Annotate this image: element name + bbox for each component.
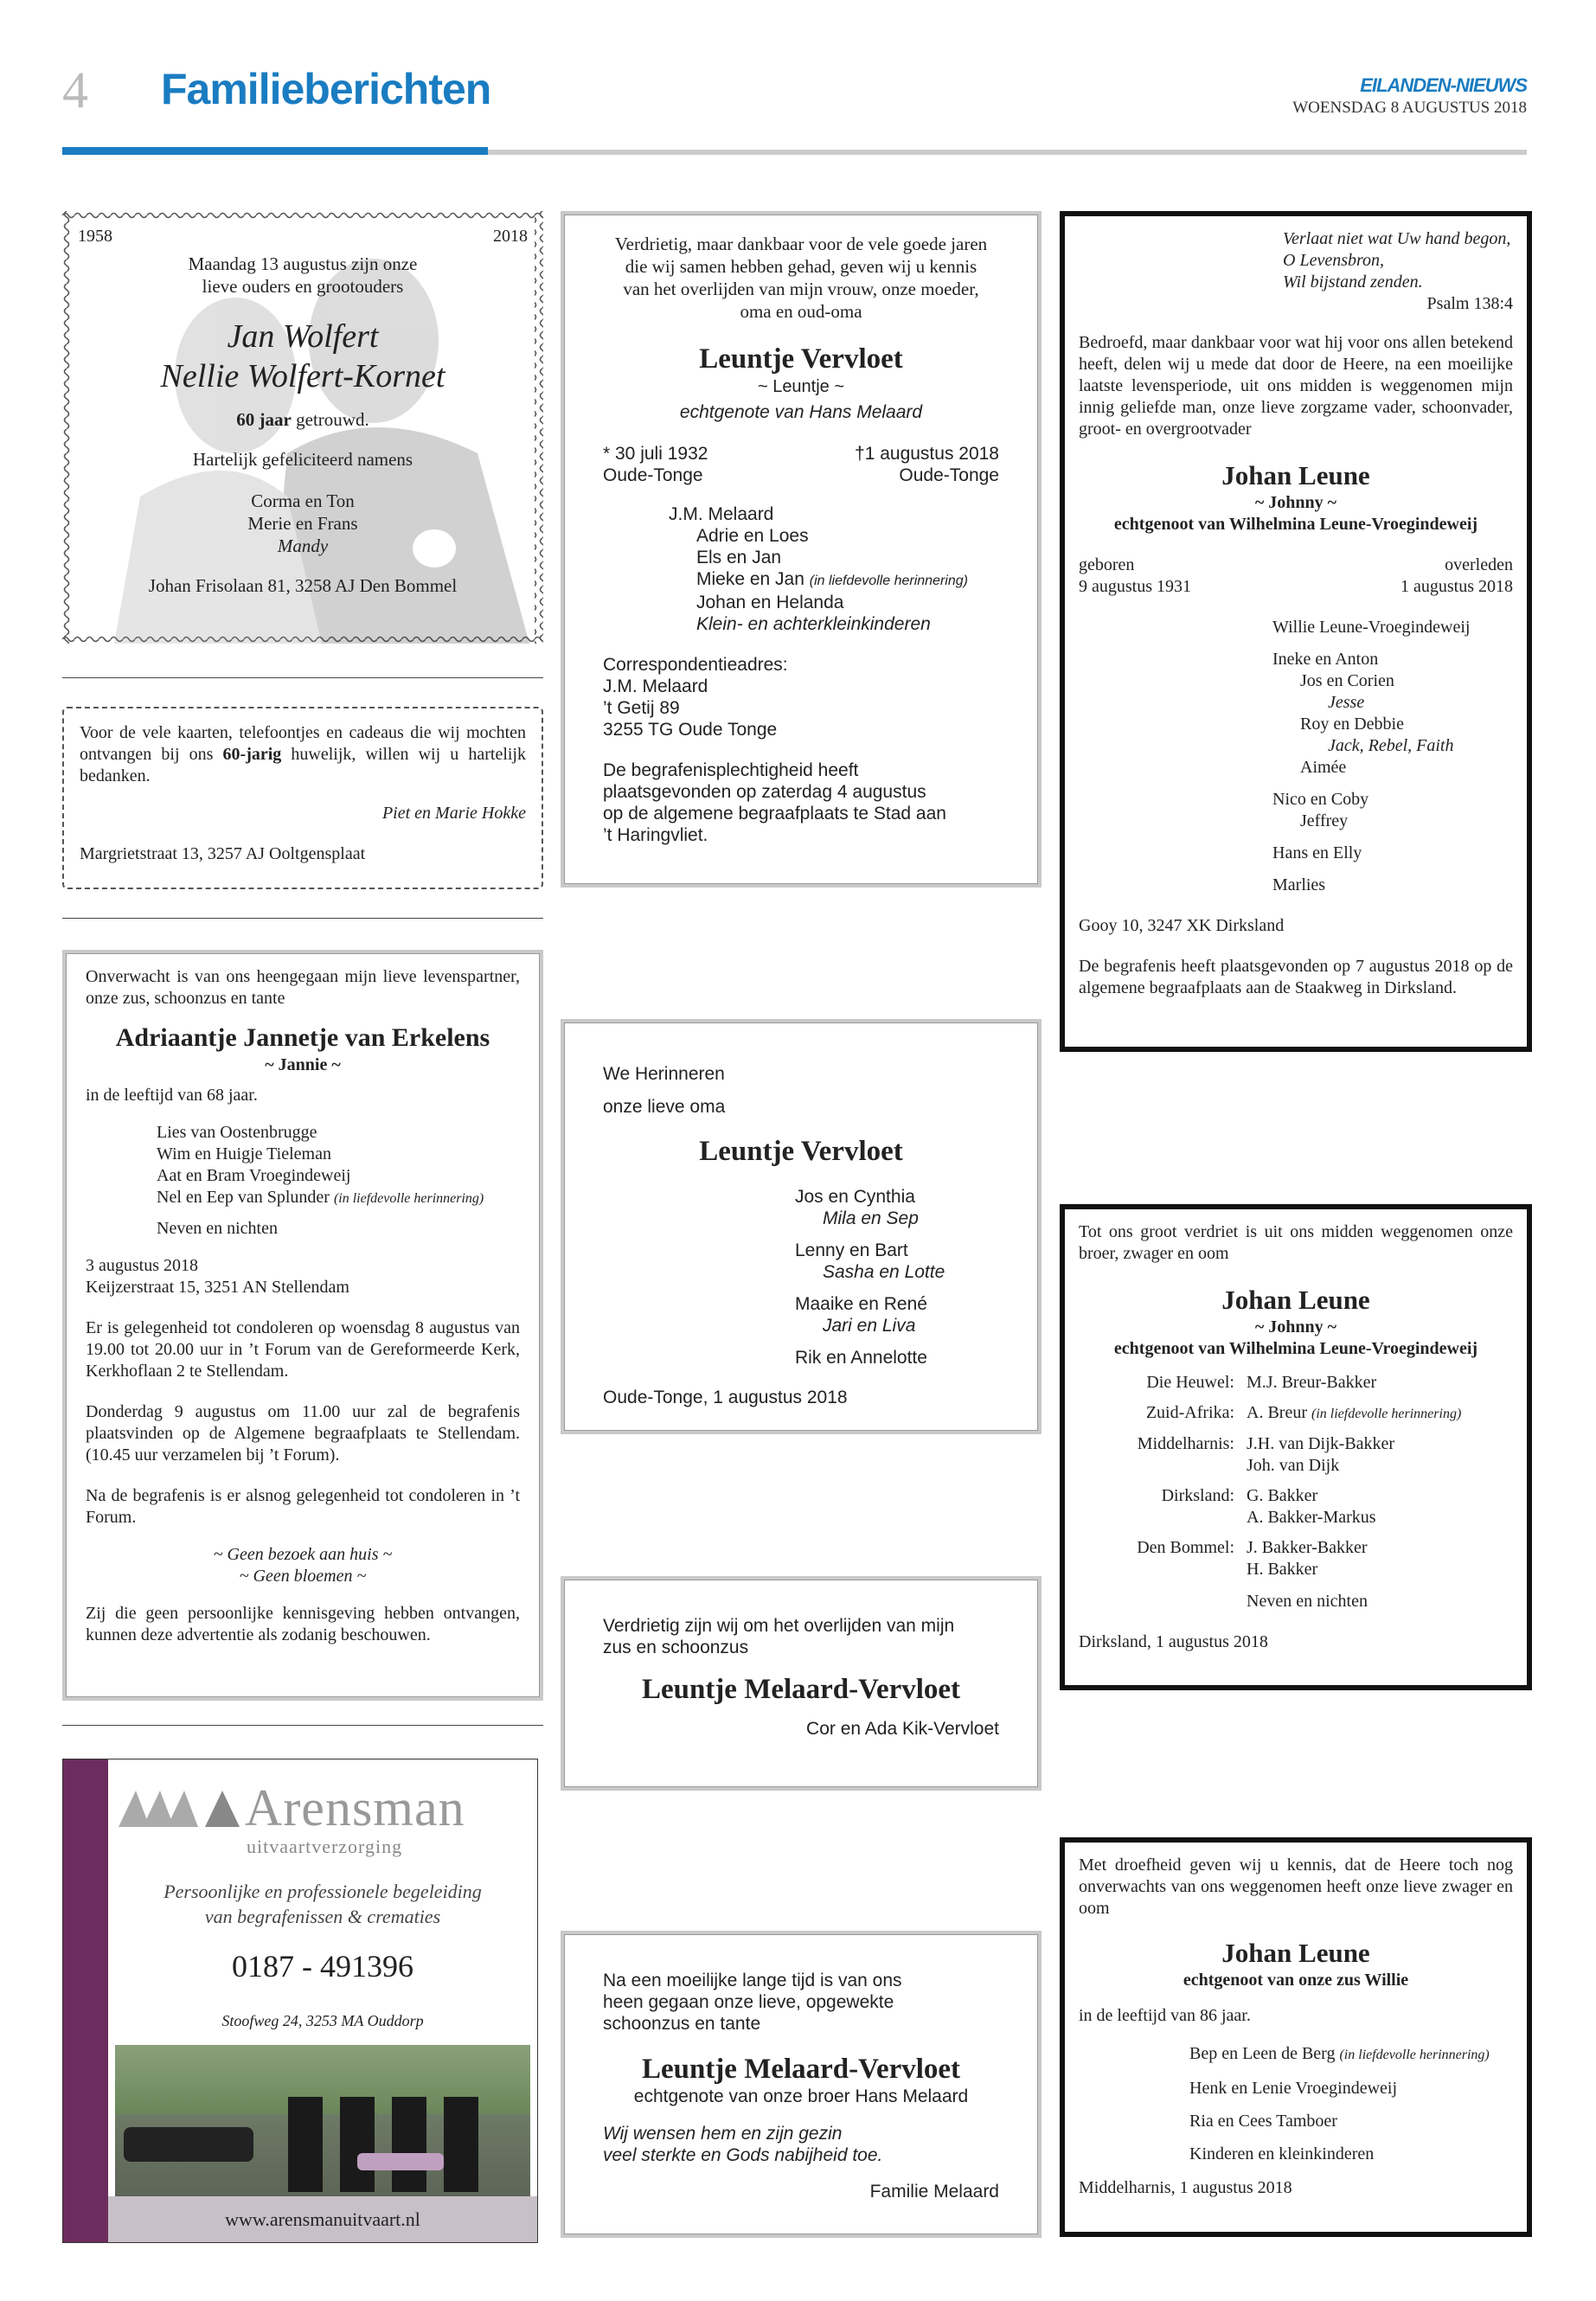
place-label: Die Heuwel: bbox=[1146, 1373, 1234, 1392]
wish-line: Wij wensen hem en zijn gezin bbox=[603, 2124, 843, 2144]
melaard-ad-1 bbox=[561, 1576, 1042, 1791]
verse-line: Wil bijstand zenden. bbox=[1283, 272, 1423, 292]
address-line: ’t Getij 89 bbox=[603, 698, 680, 718]
divider bbox=[62, 1725, 543, 1726]
family-line: J.H. van Dijk-Bakker bbox=[1247, 1434, 1395, 1453]
deceased-name: Johan Leune bbox=[1221, 1285, 1370, 1315]
family-line: A. Breur bbox=[1247, 1403, 1307, 1422]
family-line: Wim en Huigje Tieleman bbox=[157, 1144, 331, 1163]
psalm-ref: Psalm 138:4 bbox=[1426, 294, 1513, 313]
married-label: getrouwd. bbox=[291, 409, 369, 430]
died-date: †1 augustus 2018 bbox=[855, 444, 999, 464]
intro: Met droefheid geven wij u kennis, dat de Heere toch nog onverwachts van ons weggenomen heeft onze lieve zwager en oom bbox=[1079, 1856, 1513, 1918]
born-date: * 30 juli 1932 bbox=[603, 444, 708, 464]
erkelens-ad bbox=[62, 950, 543, 1701]
deceased-name: Leuntje Melaard-Vervloet bbox=[641, 2054, 961, 2085]
family-line: Nico en Coby bbox=[1272, 790, 1369, 809]
phone: 0187 - 491396 bbox=[232, 1949, 413, 1984]
family-line: Jos en Corien bbox=[1300, 671, 1394, 690]
years-married: 60 jaar bbox=[236, 409, 292, 430]
family-line: Jos en Cynthia bbox=[795, 1187, 915, 1207]
date: 3 augustus 2018 bbox=[86, 1256, 198, 1275]
header-bar-accent bbox=[62, 147, 488, 155]
paragraph: Donderdag 9 augustus om 11.00 uur zal de begrafenis plaatsvinden op de Algemene begraafplaats te Stellendam. (10.45 uur verzamelen bij ’t Forum). bbox=[86, 1402, 520, 1465]
year-end: 2018 bbox=[493, 227, 528, 246]
signed: Piet en Marie Hokke bbox=[381, 804, 526, 823]
intro: Verdrietig, maar dankbaar voor de vele goede jaren die wij samen hebben gehad, geven wij u kennis van het overlijden van mijn vrouw, onze moeder, oma en oud-oma bbox=[614, 234, 988, 322]
memory-note: (in liefdevolle herinnering) bbox=[1311, 1407, 1462, 1421]
tagline: Persoonlijke en professionele begeleiding bbox=[163, 1881, 482, 1902]
deceased-name: Leuntje Melaard-Vervloet bbox=[641, 1674, 961, 1705]
brand-sub: uitvaartverzorging bbox=[247, 1836, 403, 1857]
family-line: Jari en Liva bbox=[823, 1316, 916, 1336]
age: in de leeftijd van 68 jaar. bbox=[86, 1086, 258, 1105]
paragraph: Na de begrafenis is er alsnog gelegenheid tot condoleren in ’t Forum. bbox=[86, 1486, 520, 1527]
family-table bbox=[1079, 1372, 1513, 1612]
family-line: Nel en Eep van Splunder bbox=[157, 1188, 330, 1207]
memory-note: (in liefdevolle herinnering) bbox=[809, 574, 968, 588]
address: Stoofweg 24, 3253 MA Ouddorp bbox=[221, 2012, 424, 2029]
family-line: J. Bakker-Bakker bbox=[1247, 1538, 1368, 1557]
family-line: Henk en Lenie Vroegindeweij bbox=[1189, 2079, 1398, 2098]
arensman-ad bbox=[62, 1759, 538, 2243]
correspondence-label: Correspondentieadres: bbox=[603, 655, 788, 675]
funeral-info: De begrafenis heeft plaatsgevonden op 7 augustus 2018 op de algemene begraafplaats aan de Staakweg in Dirksland. bbox=[1079, 957, 1513, 997]
nickname: ~ Johnny ~ bbox=[1254, 493, 1337, 512]
arensman-logo-icon bbox=[119, 1784, 248, 1832]
family-line: H. Bakker bbox=[1247, 1560, 1318, 1579]
family-line: Bep en Leen de Berg bbox=[1189, 2044, 1336, 2063]
family-line: Mandy bbox=[277, 535, 329, 556]
place-date: Middelharnis, 1 augustus 2018 bbox=[1079, 2178, 1292, 2197]
died-label: overleden bbox=[1445, 555, 1513, 574]
family-line: Lenny en Bart bbox=[795, 1240, 908, 1260]
signed: Familie Melaard bbox=[869, 2182, 999, 2202]
couple-name-1: Jan Wolfert bbox=[227, 318, 379, 355]
family-line: Mieke en Jan bbox=[696, 569, 804, 589]
quote-line: ~ Geen bloemen ~ bbox=[239, 1567, 367, 1586]
family-line: Hans en Elly bbox=[1272, 843, 1362, 862]
family-line: G. Bakker bbox=[1247, 1486, 1318, 1505]
wish-line: veel sterkte en Gods nabijheid toe. bbox=[603, 2145, 883, 2165]
thanks-text: huwelijk, willen wij u hartelijk bedanken. bbox=[80, 745, 526, 785]
deceased-name: Johan Leune bbox=[1221, 460, 1370, 490]
family-line: Els en Jan bbox=[696, 548, 782, 567]
paragraph: Zij die geen persoonlijke kennisgeving hebben ontvangen, kunnen deze advertentie als zodanig beschouwen. bbox=[86, 1604, 520, 1644]
intro: Bedroefd, maar dankbaar voor wat hij voor ons allen betekend heeft, delen wij u mede dat door de Heere, na een moeilijke laatste levensperiode, uit ons midden is weggenomen mijn innig geliefde man, onze lieve zorgzame vader, schoonvader, groot- en overgrootvader bbox=[1079, 333, 1513, 439]
family-line: Corma en Ton bbox=[251, 490, 355, 511]
anniversary-ad bbox=[78, 225, 528, 597]
family-line: Jeffrey bbox=[1300, 811, 1349, 830]
address: Margrietstraat 13, 3257 AJ Ooltgensplaat bbox=[80, 844, 366, 863]
born-date: 9 augustus 1931 bbox=[1079, 577, 1191, 596]
memory-note: (in liefdevolle herinnering) bbox=[333, 1191, 484, 1206]
address: Gooy 10, 3247 XK Dirksland bbox=[1079, 916, 1285, 935]
family-line: Maaike en René bbox=[795, 1294, 927, 1314]
verse-line: Verlaat niet wat Uw hand begon, bbox=[1283, 229, 1511, 248]
divider bbox=[62, 677, 543, 678]
family-line: Adrie en Loes bbox=[696, 526, 809, 546]
spouse: echtgenoot van Wilhelmina Leune-Vroegindeweij bbox=[1113, 515, 1478, 534]
verse-line: O Levensbron, bbox=[1283, 251, 1385, 270]
address-line: J.M. Melaard bbox=[603, 676, 708, 696]
spouse: echtgenote van Hans Melaard bbox=[679, 402, 923, 422]
family-line: Joh. van Dijk bbox=[1247, 1456, 1340, 1475]
leune-ad-2 bbox=[1060, 1204, 1532, 1690]
section-title: Familieberichten bbox=[161, 65, 491, 113]
family-line: Ineke en Anton bbox=[1272, 650, 1379, 669]
family-line: Aimée bbox=[1300, 758, 1347, 777]
funeral-info: De begrafenisplechtigheid heeft plaatsgevonden op zaterdag 4 augustus op de algemene begraafplaats te Stad aan ’t Haringvliet. bbox=[603, 760, 946, 845]
family-line: Willie Leune-Vroegindeweij bbox=[1272, 618, 1471, 637]
intro: Tot ons groot verdriet is uit ons midden weggenomen onze broer, zwager en oom bbox=[1079, 1222, 1513, 1263]
family-line: Roy en Debbie bbox=[1300, 715, 1404, 734]
family-line: M.J. Breur-Bakker bbox=[1247, 1373, 1377, 1392]
address: Johan Frisolaan 81, 3258 AJ Den Bommel bbox=[148, 575, 458, 596]
funeral-photo bbox=[115, 2045, 530, 2196]
leune-ad-3 bbox=[1060, 1837, 1532, 2237]
born-label: geboren bbox=[1079, 555, 1135, 574]
nickname: ~ Jannie ~ bbox=[265, 1055, 341, 1074]
spouse: echtgenoot van Wilhelmina Leune-Vroegindeweij bbox=[1113, 1339, 1478, 1358]
age: in de leeftijd van 86 jaar. bbox=[1079, 2006, 1251, 2025]
family-line: Johan en Helanda bbox=[696, 593, 844, 612]
intro: Verdrietig zijn wij om het overlijden van mijn zus en schoonzus bbox=[603, 1616, 955, 1657]
place-date: Oude-Tonge, 1 augustus 2018 bbox=[603, 1388, 848, 1407]
address-line: 3255 TG Oude Tonge bbox=[603, 720, 778, 740]
signed: Cor en Ada Kik-Vervloet bbox=[806, 1719, 999, 1739]
place-label: Zuid-Afrika: bbox=[1145, 1403, 1234, 1422]
congrats-line: Hartelijk gefeliciteerd namens bbox=[192, 449, 413, 470]
address: Keijzerstraat 15, 3251 AN Stellendam bbox=[86, 1278, 349, 1297]
place-label: Den Bommel: bbox=[1137, 1538, 1234, 1557]
family-line: Neven en nichten bbox=[157, 1219, 278, 1238]
family-line: Marlies bbox=[1272, 875, 1326, 894]
died-place: Oude-Tonge bbox=[899, 465, 999, 485]
relation: echtgenoot van onze zus Willie bbox=[1183, 1971, 1409, 1990]
place-date: Dirksland, 1 augustus 2018 bbox=[1079, 1632, 1268, 1651]
couple-name-2: Nellie Wolfert-Kornet bbox=[160, 358, 445, 394]
thanks-bold: 60-jarig bbox=[222, 745, 282, 764]
family-line: Merie en Frans bbox=[247, 513, 358, 534]
vervloet-ad-1 bbox=[561, 211, 1042, 888]
purple-band bbox=[63, 1759, 108, 2242]
divider bbox=[62, 918, 543, 919]
year-start: 1958 bbox=[78, 227, 112, 246]
place-label: Middelharnis: bbox=[1137, 1434, 1234, 1453]
place-label: Dirksland: bbox=[1161, 1486, 1234, 1505]
died-date: 1 augustus 2018 bbox=[1401, 577, 1513, 596]
family-line: Sasha en Lotte bbox=[823, 1262, 945, 1282]
intro: Na een moeilijke lange tijd is van ons heen gegaan onze lieve, opgewekte schoonzus en tante bbox=[603, 1971, 902, 2034]
deceased-name: Leuntje Vervloet bbox=[699, 343, 903, 375]
relation: echtgenote van onze broer Hans Melaard bbox=[633, 2086, 969, 2106]
page-number: 4 bbox=[62, 61, 88, 119]
logo-mark bbox=[119, 1784, 248, 1832]
family-line: J.M. Melaard bbox=[669, 504, 774, 524]
family-line: Jesse bbox=[1328, 693, 1365, 712]
thanks-ad bbox=[62, 707, 543, 889]
family-line: Lies van Oostenbrugge bbox=[157, 1123, 317, 1142]
family-line: Rik en Annelotte bbox=[795, 1348, 927, 1368]
website-link[interactable]: www.arensmanuitvaart.nl bbox=[108, 2196, 537, 2242]
header-bar-gray bbox=[488, 150, 1527, 155]
family-line: Aat en Bram Vroegindeweij bbox=[157, 1166, 351, 1185]
intro-line: onze lieve oma bbox=[603, 1097, 726, 1117]
leune-ad-1 bbox=[1060, 211, 1532, 1052]
quote-line: ~ Geen bezoek aan huis ~ bbox=[213, 1545, 393, 1564]
deceased-name: Leuntje Vervloet bbox=[699, 1136, 903, 1167]
melaard-ad-2 bbox=[561, 1931, 1042, 2238]
born-place: Oude-Tonge bbox=[603, 465, 703, 485]
deceased-name: Adriaantje Jannetje van Erkelens bbox=[115, 1023, 490, 1052]
brand-logo: EILANDEN-NIEUWS bbox=[1360, 74, 1527, 96]
issue-date: WOENSDAG 8 AUGUSTUS 2018 bbox=[1292, 99, 1527, 117]
family-line: A. Bakker-Markus bbox=[1247, 1508, 1376, 1527]
nickname: ~ Johnny ~ bbox=[1254, 1317, 1337, 1336]
family-line: Jack, Rebel, Faith bbox=[1328, 736, 1454, 755]
memory-note: (in liefdevolle herinnering) bbox=[1339, 2048, 1490, 2062]
nickname: ~ Leuntje ~ bbox=[757, 377, 845, 396]
intro-line: Maandag 13 augustus zijn onze bbox=[188, 253, 418, 274]
vervloet-ad-2 bbox=[561, 1019, 1042, 1434]
tagline: van begrafenissen & crematies bbox=[204, 1906, 441, 1927]
paragraph: Er is gelegenheid tot condoleren op woensdag 8 augustus van 19.00 tot 20.00 uur in ’t Forum van de Gereformeerde Kerk, Kerkhoflaan 2 te Stellendam. bbox=[86, 1318, 520, 1381]
thanks-text: Voor de vele kaarten, telefoontjes en cadeaus die wij mochten ontvangen bij ons bbox=[80, 723, 526, 764]
family-line: Kinderen en kleinkinderen bbox=[1189, 2144, 1375, 2163]
intro-line: We Herinneren bbox=[603, 1064, 725, 1084]
family-line: Klein- en achterkleinkinderen bbox=[696, 614, 931, 634]
family-line: Neven en nichten bbox=[1247, 1592, 1368, 1611]
brand-name: Arensman bbox=[245, 1779, 465, 1836]
intro-line: lieve ouders en grootouders bbox=[202, 276, 404, 297]
intro: Onverwacht is van ons heengegaan mijn lieve levenspartner, onze zus, schoonzus en tante bbox=[86, 967, 520, 1008]
family-line: Ria en Cees Tamboer bbox=[1189, 2112, 1337, 2131]
deceased-name: Johan Leune bbox=[1221, 1938, 1370, 1968]
family-line: Mila en Sep bbox=[823, 1208, 919, 1228]
